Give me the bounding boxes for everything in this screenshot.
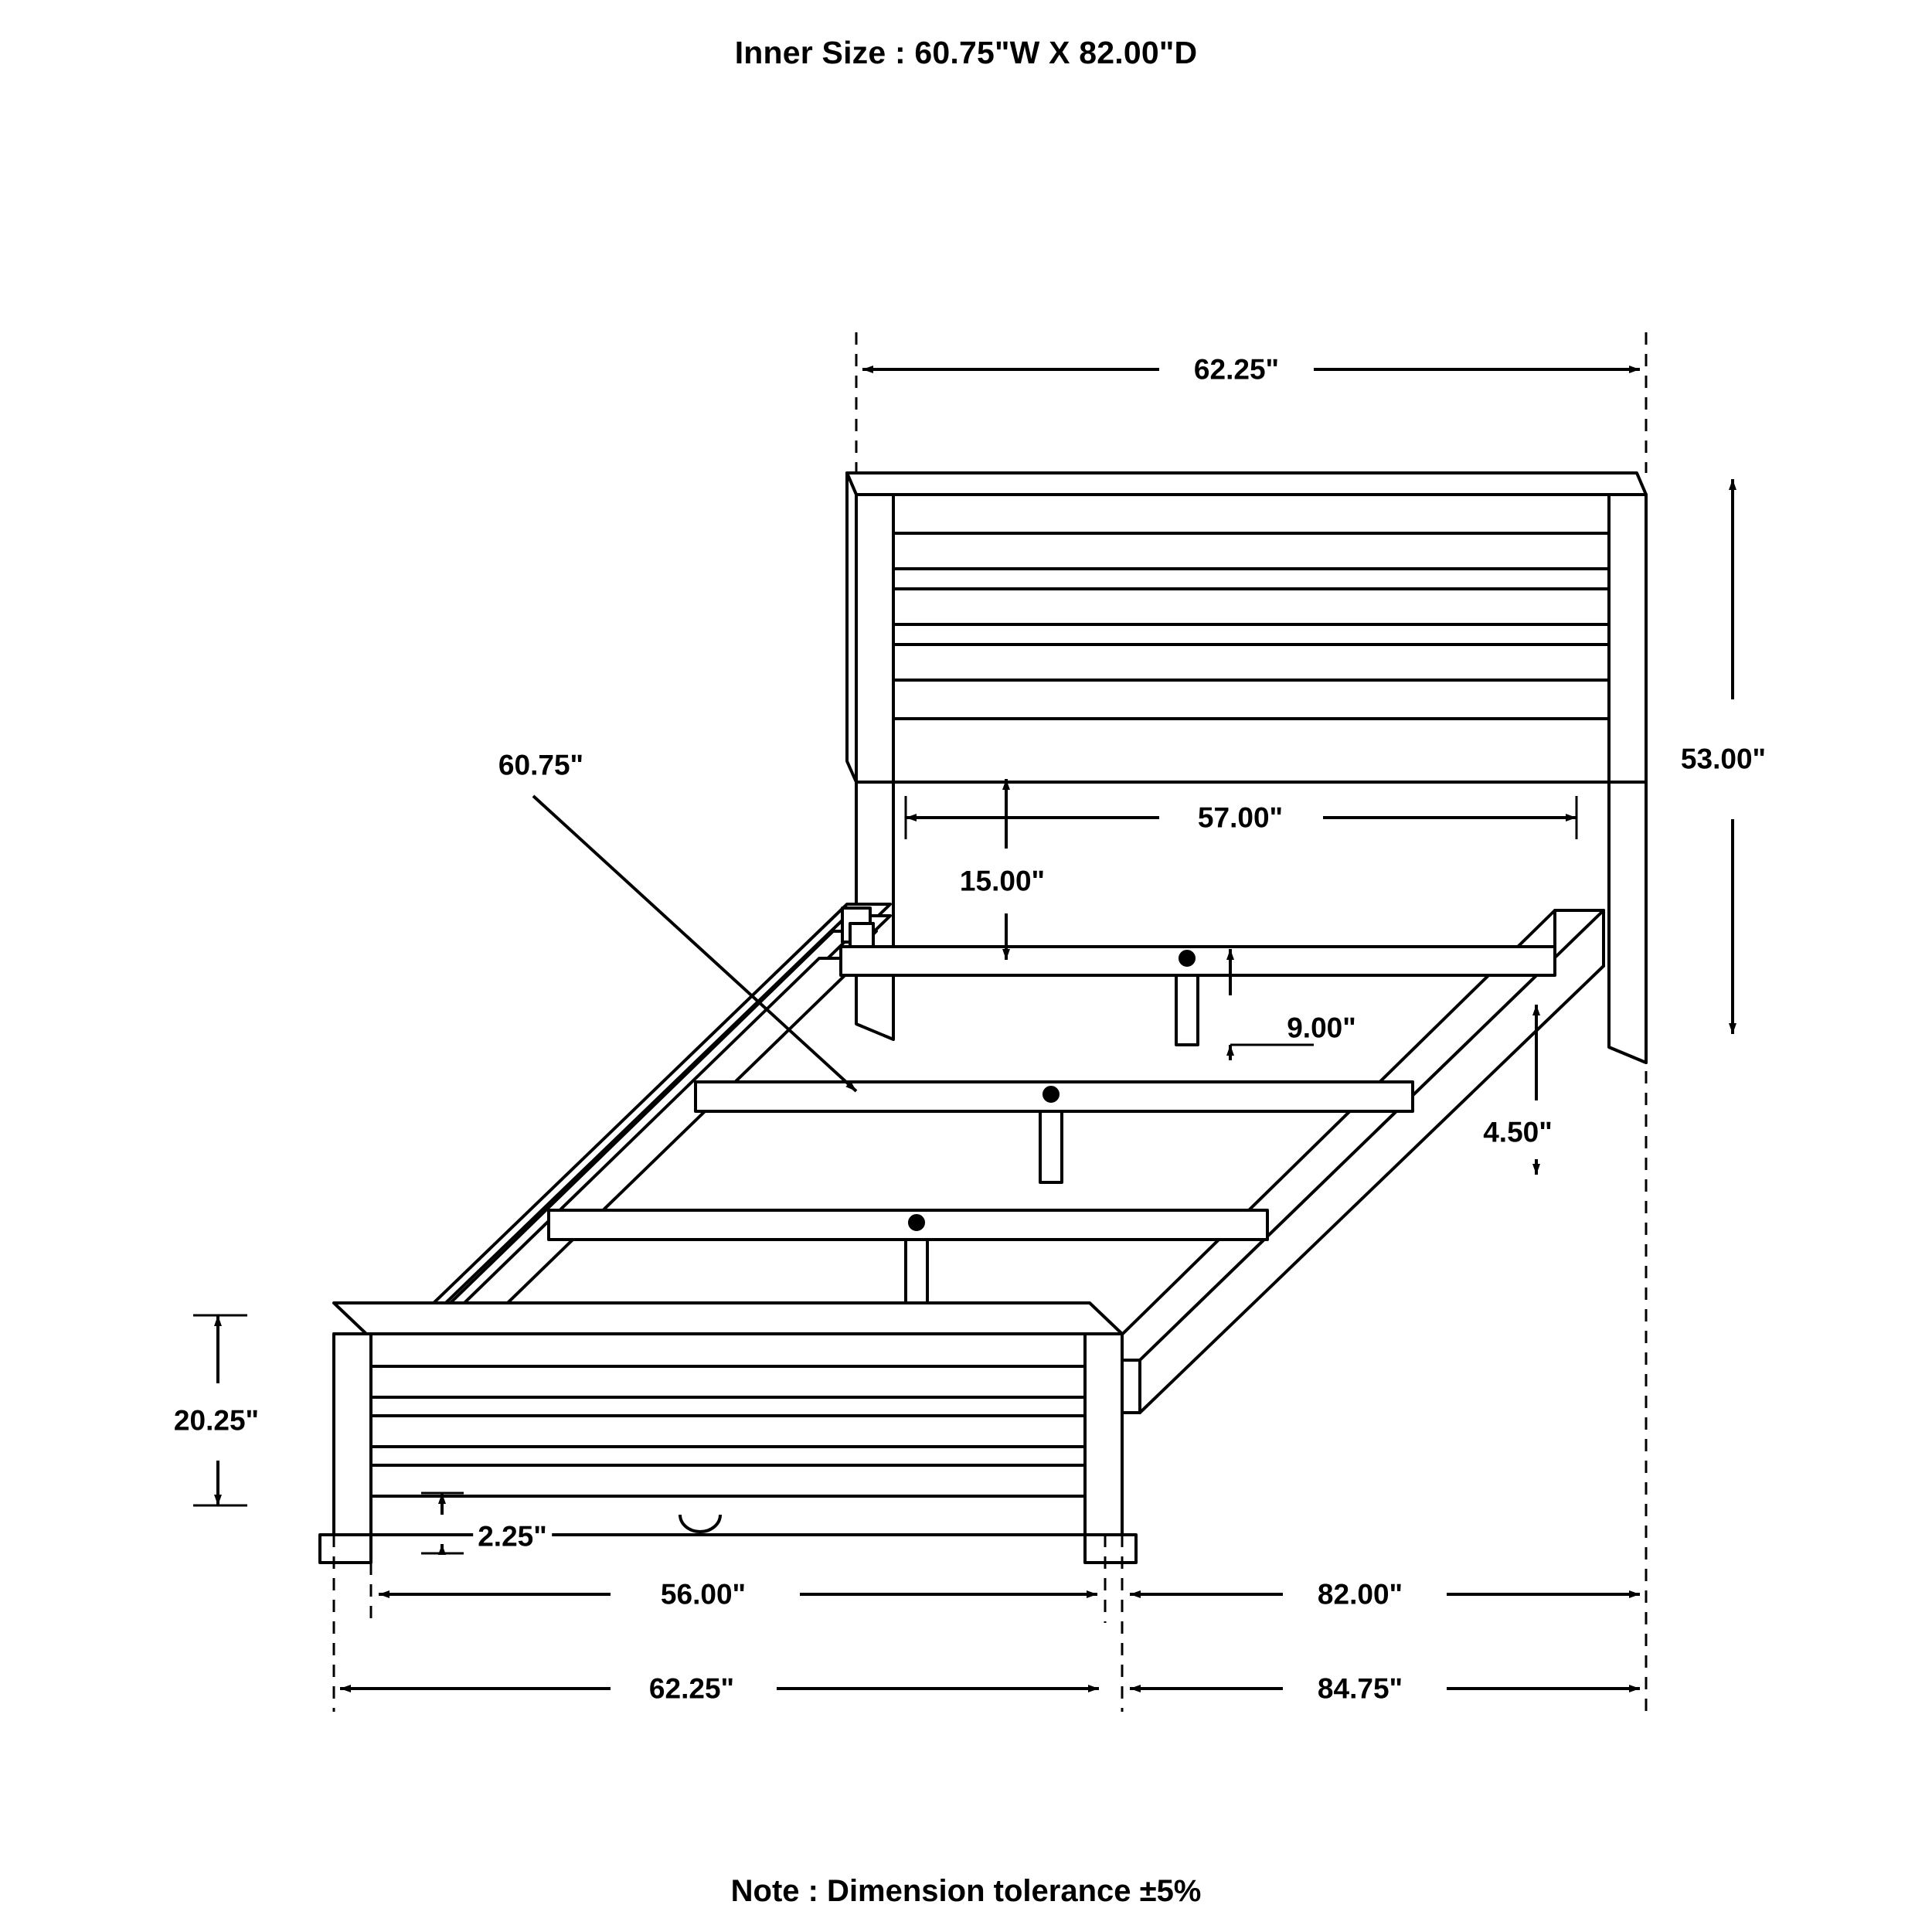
dim-footboard-inner-width: 56.00": [656, 1580, 750, 1609]
dim-mattress-inner-width: 60.75": [494, 751, 588, 780]
dim-headboard-inner-width: 57.00": [1193, 804, 1287, 832]
dim-slat-to-top: 15.00": [955, 867, 1049, 896]
page-title: Inner Size : 60.75"W X 82.00"D: [734, 35, 1198, 70]
dim-overall-depth-bottom: 84.75": [1313, 1675, 1407, 1703]
dim-rail-height: 9.00": [1282, 1014, 1361, 1043]
dim-overall-width-top: 62.25": [1189, 355, 1284, 384]
dim-headboard-height: 53.00": [1676, 745, 1770, 774]
dim-side-rail-height: 4.50": [1478, 1118, 1557, 1147]
dim-footboard-height: 20.25": [169, 1406, 264, 1435]
dim-footboard-clearance: 2.25": [473, 1522, 552, 1551]
tolerance-note: Note : Dimension tolerance ±5%: [730, 1874, 1202, 1908]
dim-overall-width-bottom: 62.25": [645, 1675, 739, 1703]
dim-bed-depth: 82.00": [1313, 1580, 1407, 1609]
